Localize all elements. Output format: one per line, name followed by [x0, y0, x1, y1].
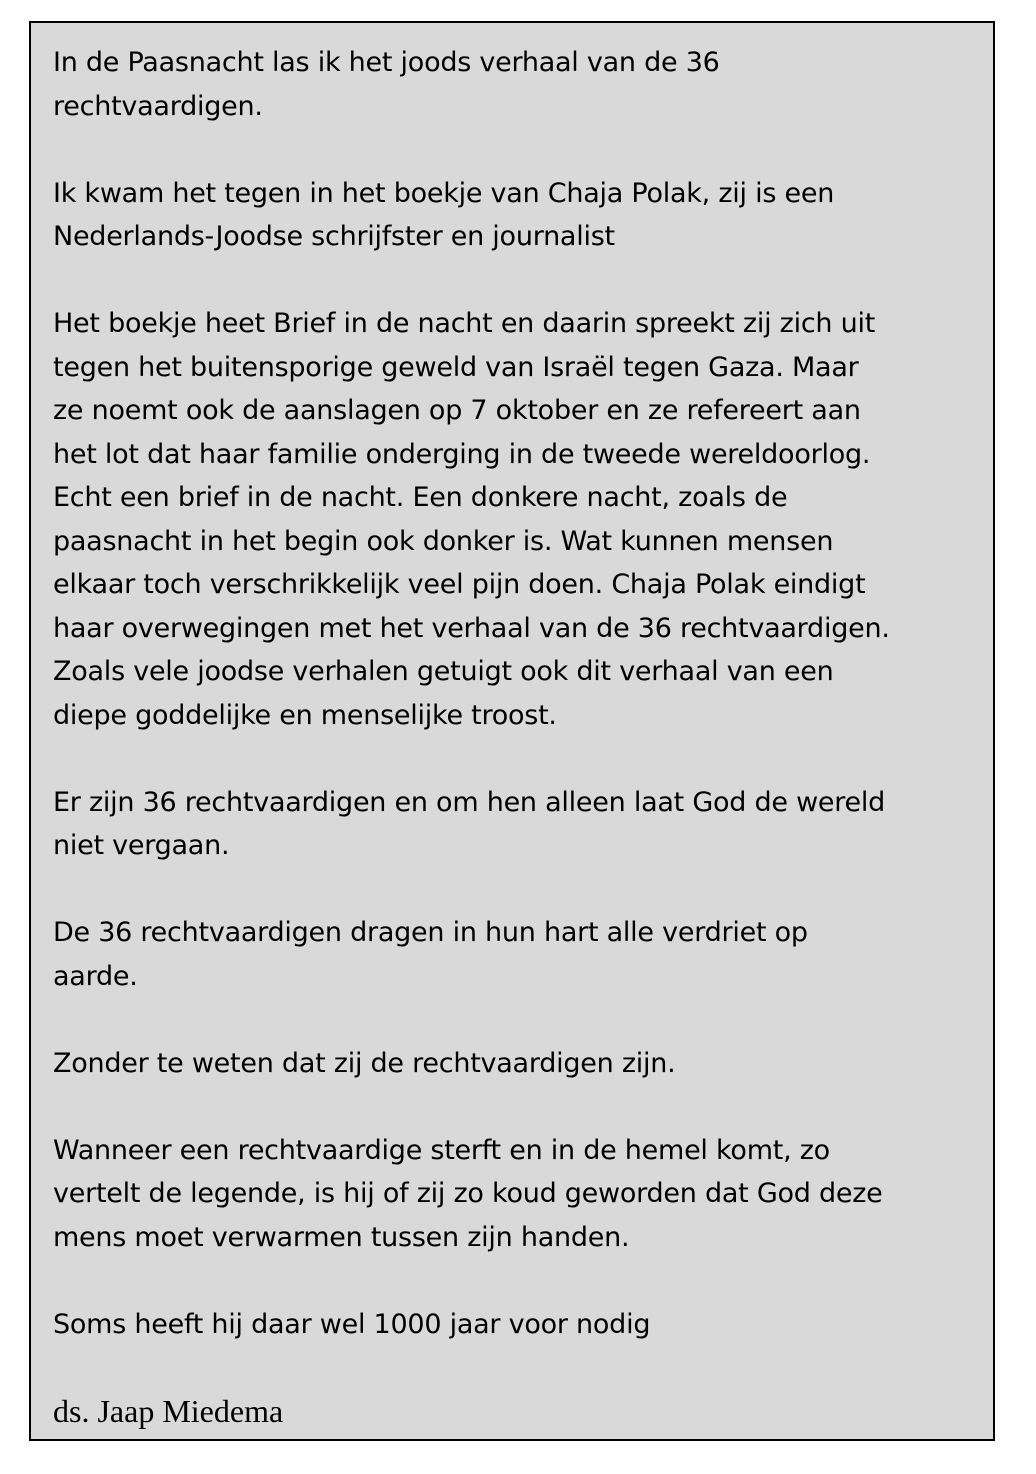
paragraph-legend-4: Wanneer een rechtvaardige sterft en in de hemel komt, zo vertelt de legende, is hij of zij zo koud geworden dat God deze mens moet verwarmen tussen zijn handen. — [53, 1134, 883, 1253]
paragraph-source: Ik kwam het tegen in het boekje van Chaja Polak, zij is een Nederlands-Joodse schrijfster en journalist — [53, 177, 835, 252]
paragraph-legend-1: Er zijn 36 rechtvaardigen en om hen alleen laat God de wereld niet vergaan. — [53, 786, 886, 861]
paragraph-closing: Soms heeft hij daar wel 1000 jaar voor nodig — [53, 1308, 651, 1340]
document-box — [29, 21, 995, 1441]
paragraph-legend-2: De 36 rechtvaardigen dragen in hun hart alle verdriet op aarde. — [53, 917, 808, 992]
paragraph-legend-3: Zonder te weten dat zij de rechtvaardigen zijn. — [53, 1047, 676, 1079]
paragraph-intro: In de Paasnacht las ik het joods verhaal van de 36 rechtvaardigen. — [53, 47, 720, 122]
signature: ds. Jaap Miedema — [53, 1392, 284, 1429]
paragraph-book: Het boekje heet Brief in de nacht en daarin spreekt zij zich uit tegen het buitensporige geweld van Israël tegen Gaza. Maar ze noemt ook de aanslagen op 7 oktober en ze refereert aan het lot dat haar familie onderging in de tweede wereldoorlog. Echt een brief in de nacht. Een donkere nacht, zoals de paasnacht in het begin ook donker is. Wat kunnen mensen elkaar toch verschrikkelijk veel pijn doen. Chaja Polak eindigt haar overwegingen met het verhaal van de 36 rechtvaardigen. Zoals vele joodse verhalen getuigt ook dit verhaal van een diepe goddelijke en menselijke troost. — [53, 308, 890, 731]
